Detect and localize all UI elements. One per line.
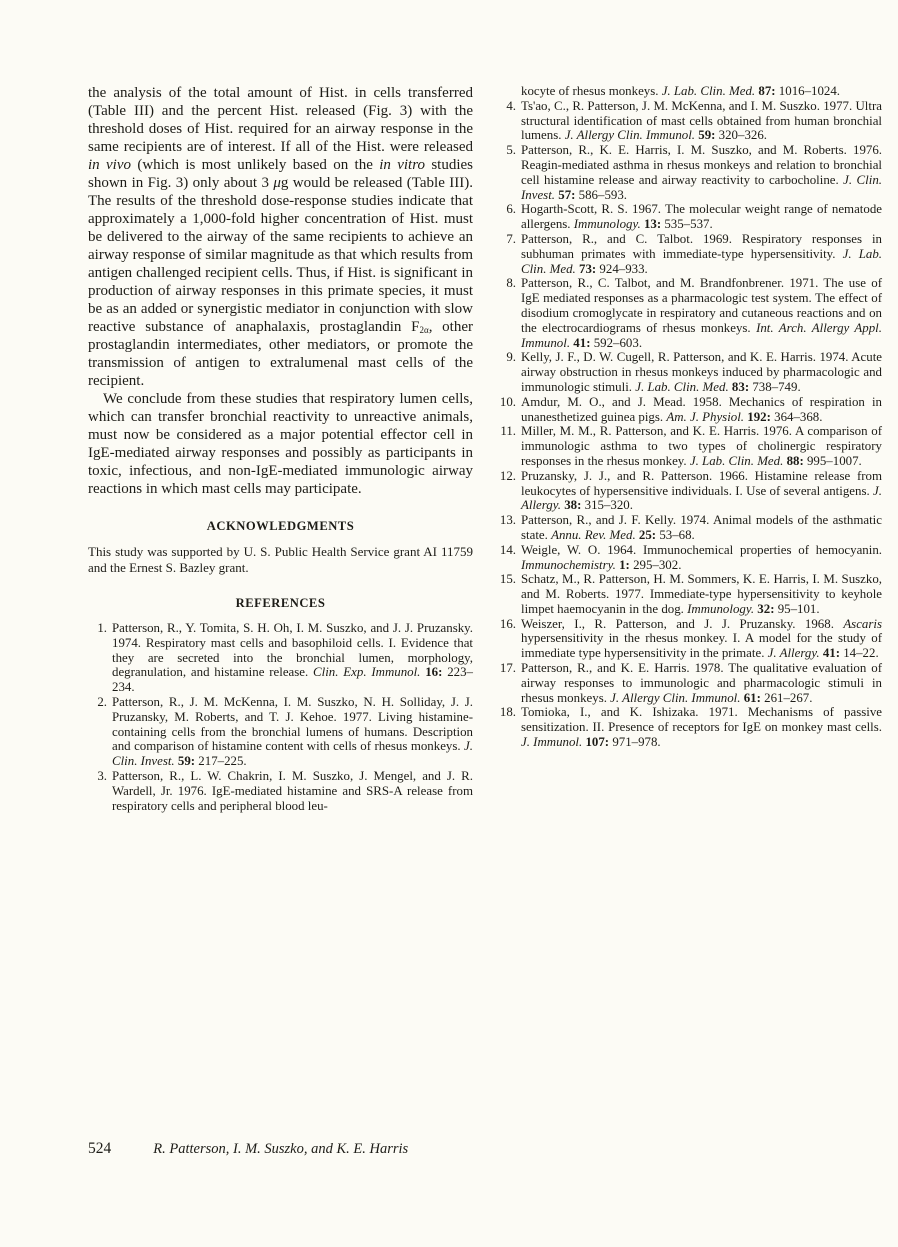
reference-item bbox=[497, 232, 882, 276]
reference-text: Amdur, M. O., and J. Mead. 1958. Mechanics of respiration in unanesthetized guinea pigs. Am. J. Physiol. 192: 364–368. bbox=[521, 394, 882, 424]
reference-number: 13. bbox=[499, 513, 516, 528]
body-paragraph-2: We conclude from these studies that respiratory lumen cells, which can transfer bronchial reactivity to unreactive animals, must now be considered as a major potential effector cell in IgE-mediated airway responses and possibly as participants in toxic, infectious, and non-IgE-mediated immunologic airway reactions in which mast cells may participate. bbox=[88, 391, 473, 497]
reference-text: Patterson, R., and C. Talbot. 1969. Respiratory responses in subhuman primates with immediate-type hypersensitivity. J. Lab. Clin. Med. 73: 924–933. bbox=[521, 231, 882, 276]
reference-number: 18. bbox=[499, 705, 516, 720]
reference-number: 7. bbox=[506, 231, 516, 246]
reference-item bbox=[497, 513, 882, 543]
reference-item bbox=[497, 202, 882, 232]
reference-number: 1. bbox=[97, 621, 107, 635]
acknowledgments-heading: ACKNOWLEDGMENTS bbox=[206, 519, 355, 533]
reference-item bbox=[497, 99, 882, 143]
reference-item bbox=[497, 350, 882, 394]
reference-item bbox=[88, 695, 473, 769]
reference-text: Ts'ao, C., R. Patterson, J. M. McKenna, and I. M. Suszko. 1977. Ultra structural identification of mast cells obtained from human bronchial lumens. J. Allergy Clin. Immunol. 59: 320–326. bbox=[521, 98, 882, 143]
reference-text: Patterson, R., K. E. Harris, I. M. Suszko, and M. Roberts. 1976. Reagin-mediated asthma in rhesus monkeys and relation to bronchial cell histamine release and airway reactivity to carbocholine. J. Clin. Invest. 57: 586–593. bbox=[521, 143, 882, 202]
reference-number: 12. bbox=[499, 468, 516, 483]
running-title-authors: R. Patterson, I. M. Suszko, and K. E. Harris bbox=[153, 1141, 409, 1157]
reference-item bbox=[497, 617, 882, 661]
reference-number: 14. bbox=[499, 542, 516, 557]
reference-number: 4. bbox=[506, 98, 516, 113]
reference-text: Patterson, R., and J. F. Kelly. 1974. Animal models of the asthmatic state. Annu. Rev. Med. 25: 53–68. bbox=[521, 513, 882, 542]
reference-item bbox=[497, 276, 882, 350]
reference-number: 2. bbox=[97, 694, 107, 709]
reference-item bbox=[497, 543, 882, 573]
reference-item bbox=[497, 661, 882, 705]
reference-number: 10. bbox=[499, 394, 516, 409]
reference-text: Patterson, R., Y. Tomita, S. H. Oh, I. M. Suszko, and J. J. Pruzansky. 1974. Respiratory mast cells and basophiloid cells. I. Evidence that they are secreted into the bronchial lumen, morphology, degranulation, and histamine release. Clin. Exp. Immunol. 16: 223–234. bbox=[112, 621, 473, 695]
reference-text: Hogarth-Scott, R. S. 1967. The molecular weight range of nematode allergens. Immunology. 13: 535–537. bbox=[521, 202, 882, 232]
reference-text: Schatz, M., R. Patterson, H. M. Sommers, K. E. Harris, I. M. Suszko, and M. Roberts. 1977. Immediate-type hypersensitivity to keyhole limpet haemocyanin in the dog. Immunology. 32: 95–101. bbox=[521, 572, 882, 616]
reference-item bbox=[497, 424, 882, 468]
content-columns bbox=[88, 84, 882, 813]
reference-item bbox=[497, 705, 882, 749]
references-heading: REFERENCES bbox=[235, 596, 326, 610]
body-paragraph-1: the analysis of the total amount of Hist. in cells transferred (Table III) and the percent Hist. released (Fig. 3) with the threshold doses of Hist. required for an airway response in the same recipients are of interest. If all of the Hist. were released in vivo (which is most unlikely based on the in vitro studies shown in Fig. 3) only about 3 μg would be released (Table III). The results of the threshold dose-response studies indicate that approximately a 1,000-fold higher concentration of Hist. must be delivered to the airway of the same recipients to achieve an airway response of similar magnitude as that which results from antigen challenged recipient cells. Thus, if Hist. is significant in production of airway responses in this primate species, it must be as an added or synergistic mediator in conjunction with slow reactive substance of anaphalaxis, prostaglandin $F_{2\alpha}$, other prostaglandin intermediates, other mediators, or promote the transmission of antigen to extralumenal mast cells of the recipient. bbox=[88, 85, 474, 389]
reference-number: 8. bbox=[506, 276, 516, 291]
references-list-left bbox=[88, 621, 473, 813]
page-footer bbox=[88, 1140, 882, 1158]
reference-text: Miller, M. M., R. Patterson, and K. E. Harris. 1976. A comparison of immunologic asthma to two types of cholinergic respiratory responses in the rhesus monkey. J. Lab. Clin. Med. 88: 995–1007. bbox=[521, 424, 882, 468]
reference-item bbox=[497, 469, 882, 513]
reference-number: 3. bbox=[97, 768, 107, 783]
reference-text: Patterson, R., C. Talbot, and M. Brandfonbrener. 1971. The use of IgE mediated responses as a pharmacologic test system. The effect of disodium cromoglycate in respiratory and cutaneous reactions and on the electrocardiograms of rhesus monkeys. Int. Arch. Allergy Appl. Immunol. 41: 592–603. bbox=[521, 276, 882, 350]
reference-number: 5. bbox=[506, 143, 516, 158]
reference-text: Tomioka, I., and K. Ishizaka. 1971. Mechanisms of passive sensitization. II. Presence of receptors for IgE on monkey mast cells. J. Immunol. 107: 971–978. bbox=[521, 705, 882, 750]
reference-text: Kelly, J. F., D. W. Cugell, R. Patterson, and K. E. Harris. 1974. Acute airway obstruction in rhesus monkeys induced by pharmacologic and immunologic stimuli. J. Lab. Clin. Med. 83: 738–749. bbox=[521, 350, 882, 394]
references-list-right bbox=[497, 99, 882, 750]
reference-text: Patterson, R., J. M. McKenna, I. M. Suszko, N. H. Solliday, J. J. Pruzansky, M. Roberts, and T. J. Kehoe. 1977. Living histamine-containing cells from the bronchial lumens of humans. Description and comparison of histamine content with cells of rhesus monkeys. J. Clin. Invest. 59: 217–225. bbox=[112, 694, 473, 769]
reference-number: 9. bbox=[506, 350, 516, 365]
reference-number: 11. bbox=[500, 424, 516, 439]
reference-number: 15. bbox=[499, 572, 516, 587]
reference-item bbox=[497, 395, 882, 425]
reference-text: Weiszer, I., R. Patterson, and J. J. Pruzansky. 1968. Ascaris hypersensitivity in the rhesus monkey. I. A model for the study of immediate type hypersensitivity in the primate. J. Allergy. 41: 14–22. bbox=[521, 616, 882, 661]
right-column bbox=[497, 84, 882, 813]
reference-number: 16. bbox=[499, 616, 516, 631]
page-number: 524 bbox=[88, 1140, 112, 1157]
reference-item bbox=[88, 621, 473, 695]
reference-item bbox=[497, 572, 882, 616]
reference-text: Patterson, R., L. W. Chakrin, I. M. Suszko, J. Mengel, and J. R. Wardell, Jr. 1976. IgE-mediated histamine and SRS-A release from respiratory cells and peripheral blood leu- bbox=[112, 768, 473, 813]
reference-text: Pruzansky, J. J., and R. Patterson. 1966. Histamine release from leukocytes of hypersensitive individuals. I. Use of several antigens. J. Allergy. 38: 315–320. bbox=[521, 468, 882, 513]
reference-text: Weigle, W. O. 1964. Immunochemical properties of hemocyanin. Immunochemistry. 1: 295–302. bbox=[521, 542, 882, 572]
reference-number: 17. bbox=[499, 661, 516, 676]
reference-3-continuation: kocyte of rhesus monkeys. J. Lab. Clin. Med. 87: 1016–1024. bbox=[521, 84, 841, 98]
reference-item bbox=[497, 143, 882, 202]
reference-item bbox=[88, 769, 473, 813]
reference-text: Patterson, R., and K. E. Harris. 1978. The qualitative evaluation of airway responses to immunologic and pharmacologic stimuli in rhesus monkeys. J. Allergy Clin. Immunol. 61: 261–267. bbox=[521, 661, 882, 705]
acknowledgments-text: This study was supported by U. S. Public Health Service grant AI 11759 and the Ernest S. Bazley grant. bbox=[88, 544, 473, 575]
reference-number: 6. bbox=[506, 202, 516, 217]
left-column bbox=[88, 84, 473, 813]
